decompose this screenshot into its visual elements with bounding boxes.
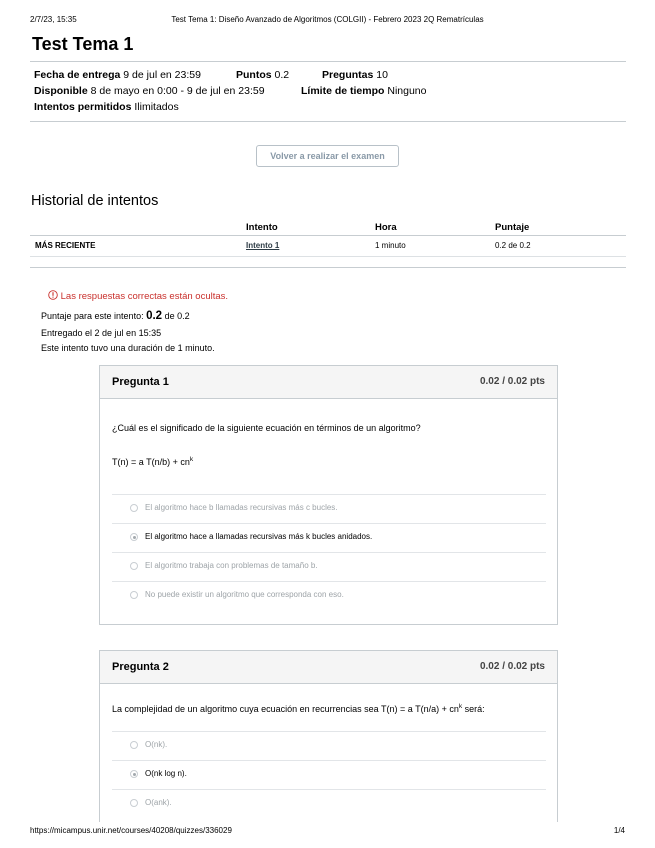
radio-button[interactable]	[130, 562, 138, 570]
retake-quiz-button[interactable]: Volver a realizar el examen	[256, 145, 399, 167]
question-title: Pregunta 2	[112, 661, 169, 673]
answer-option[interactable]	[112, 789, 546, 817]
question-header	[100, 366, 557, 399]
due-label: Fecha de entrega	[34, 69, 121, 81]
question-text-main: La complejidad de un algoritmo cuya ecuación en recurrencias sea T(n) = a T(n/a) + cn	[112, 704, 459, 714]
print-datetime: 2/7/23, 15:35	[30, 15, 77, 24]
score-suffix: de 0.2	[164, 311, 190, 321]
submitted-info: Entregado el 2 de jul en 15:35	[41, 328, 162, 338]
question-points: 0.02 / 0.02 pts	[479, 376, 545, 387]
warning-circle-icon	[48, 290, 58, 300]
radio-button[interactable]	[130, 591, 138, 599]
history-header-time: Hora	[375, 222, 397, 233]
radio-button[interactable]	[130, 504, 138, 512]
formula-main: T(n) = a T(n/b) + cn	[112, 457, 190, 467]
answer-option[interactable]	[112, 731, 546, 759]
print-page-number: 1/4	[613, 826, 625, 835]
answer-text: El algoritmo hace a llamadas recursivas más k bucles anidados.	[145, 532, 373, 541]
radio-button[interactable]	[130, 799, 138, 807]
time-limit-label: Límite de tiempo	[301, 85, 385, 97]
answer-option-selected[interactable]	[112, 523, 546, 551]
question-title: Pregunta 1	[112, 376, 169, 388]
points-meta	[236, 69, 289, 81]
answer-option[interactable]	[112, 494, 546, 522]
question-1	[99, 365, 558, 625]
time-limit-meta	[301, 85, 426, 97]
attempts-meta	[34, 101, 179, 113]
history-row-time: 1 minuto	[375, 241, 406, 250]
answer-text: O(nk log n).	[145, 769, 187, 778]
available-value: 8 de mayo en 0:00 - 9 de jul en 23:59	[90, 85, 265, 97]
due-value: 9 de jul en 23:59	[123, 69, 201, 81]
attempts-value: Ilimitados	[134, 101, 179, 113]
radio-button-selected[interactable]	[130, 770, 138, 778]
question-text-exponent: k	[458, 703, 463, 710]
divider	[30, 61, 626, 62]
attempt-history-title: Historial de intentos	[31, 193, 159, 209]
question-text-tail: será:	[462, 704, 485, 714]
answer-text: O(nk).	[145, 740, 168, 749]
attempts-label: Intentos permitidos	[34, 101, 132, 113]
formula-exponent: k	[189, 456, 194, 463]
print-header	[30, 15, 625, 27]
points-label: Puntos	[236, 69, 272, 81]
radio-button[interactable]	[130, 741, 138, 749]
attempt-score	[41, 310, 190, 322]
available-label: Disponible	[34, 85, 88, 97]
quiz-meta-row-1	[34, 69, 201, 81]
question-header	[100, 651, 557, 684]
time-limit-value: Ninguno	[387, 85, 427, 97]
attempt-1-link[interactable]: Intento 1	[246, 241, 280, 250]
radio-button-selected[interactable]	[130, 533, 138, 541]
answer-text: El algoritmo trabaja con problemas de tamaño b.	[145, 561, 318, 570]
question-text: ¿Cuál es el significado de la siguiente ecuación en términos de un algoritmo?	[112, 423, 421, 433]
print-doc-title: Test Tema 1: Diseño Avanzado de Algoritmos (COLGII) - Febrero 2023 2Q Rematrículas	[171, 15, 484, 24]
answer-text: No puede existir un algoritmo que corresponda con eso.	[145, 590, 344, 599]
score-label: Puntaje para este intento:	[41, 311, 144, 321]
question-2	[99, 650, 558, 822]
question-text	[112, 703, 485, 714]
points-value: 0.2	[274, 69, 290, 81]
answer-option[interactable]	[112, 581, 546, 609]
history-row-score: 0.2 de 0.2	[495, 241, 531, 250]
page-title: Test Tema 1	[32, 34, 134, 54]
question-points: 0.02 / 0.02 pts	[479, 661, 545, 672]
answer-text: El algoritmo hace b llamadas recursivas más c bucles.	[145, 503, 338, 512]
history-header-attempt: Intento	[246, 222, 278, 233]
duration-info: Este intento tuvo una duración de 1 minuto.	[41, 343, 215, 353]
divider	[30, 121, 626, 122]
questions-value: 10	[376, 69, 388, 81]
divider	[30, 267, 626, 268]
history-header-score: Puntaje	[495, 222, 530, 233]
table-divider	[30, 256, 626, 257]
available-meta	[34, 85, 265, 97]
score-value: 0.2	[146, 310, 163, 322]
question-formula	[112, 456, 193, 467]
history-row-label: MÁS RECIENTE	[35, 241, 96, 250]
questions-label: Preguntas	[322, 69, 374, 81]
answer-option[interactable]	[112, 552, 546, 580]
answer-text: O(ank).	[145, 798, 172, 807]
print-footer	[30, 826, 625, 838]
answers-hidden-warning	[48, 290, 228, 302]
questions-meta	[322, 69, 388, 81]
table-divider	[30, 235, 626, 236]
answer-option-selected[interactable]	[112, 760, 546, 788]
warning-text: Las respuestas correctas están ocultas.	[60, 291, 229, 302]
print-url: https://micampus.unir.net/courses/40208/quizzes/336029	[30, 826, 232, 835]
